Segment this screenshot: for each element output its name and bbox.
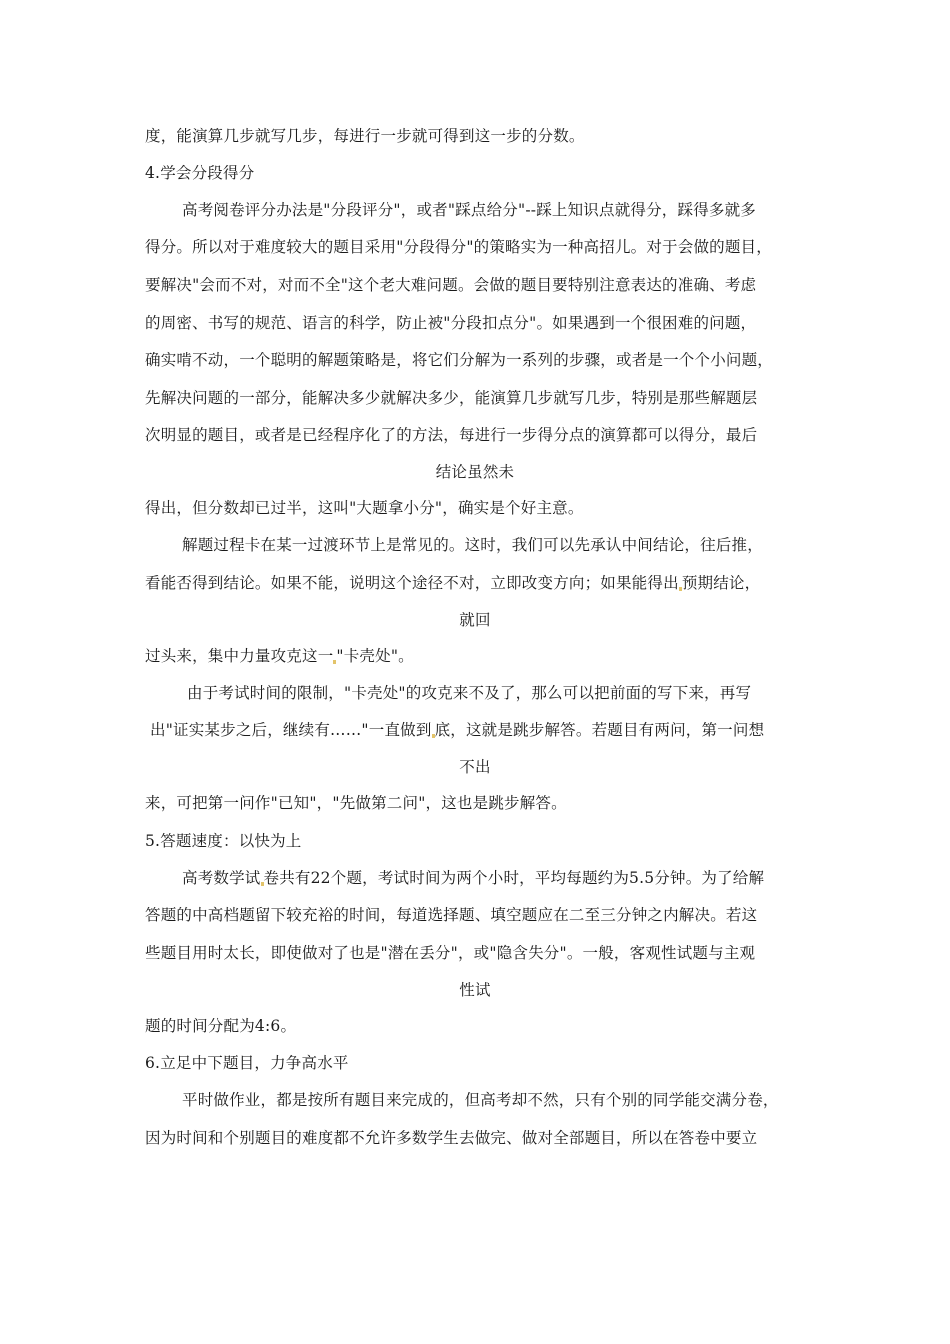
text-line: [145, 573, 760, 593]
text-line: [145, 646, 414, 666]
text-line-centered: 结论虽然未: [435, 463, 515, 481]
text-line: 得出，但分数却已过半，这叫"大题拿小分"，确实是个好主意。: [145, 499, 584, 517]
text-line-centered: 就回: [459, 611, 491, 629]
text-line: 题的时间分配为4:6。: [145, 1017, 297, 1035]
text-segment: 过头来，集中力量攻克这一: [145, 647, 334, 665]
text-segment: 底，这就是跳步解答。若题目有两问，第一问想: [434, 721, 765, 739]
section-heading: 4.学会分段得分: [145, 164, 255, 182]
text-line: 的周密、书写的规范、语言的科学，防止被"分段扣点分"。如果遇到一个很困难的问题，: [145, 314, 757, 332]
text-line: 来，可把第一问作"已知"，"先做第二问"，这也是跳步解答。: [145, 794, 567, 812]
text-segment: 卷共有22个题，考试时间为两个小时，平均每题约为5.5分钟。为了给解: [263, 869, 765, 887]
text-line: 先解决问题的一部分，能解决多少就解决多少，能演算几步就写几步，特别是那些解题层: [145, 389, 758, 407]
text-line: 因为时间和个别题目的难度都不允许多数学生去做完、做对全部题目，所以在答卷中要立: [145, 1129, 758, 1147]
text-line: 解题过程卡在某一过渡环节上是常见的。这时，我们可以先承认中间结论，往后推，: [182, 536, 763, 554]
text-line: [182, 868, 764, 888]
text-line: 平时做作业，都是按所有题目来完成的，但高考却不然，只有个别的同学能交满分卷，: [182, 1091, 779, 1109]
text-line: 些题目用时太长，即使做对了也是"潜在丢分"，或"隐含失分"。一般，客观性试题与主观: [145, 944, 756, 962]
text-line-centered: 不出: [459, 758, 491, 776]
text-segment: 预期结论，: [681, 574, 761, 592]
text-segment: 看能否得到结论。如果不能，说明这个途径不对，立即改变方向；如果能得出: [145, 574, 679, 592]
text-line: 确实啃不动，一个聪明的解题策略是，将它们分解为一系列的步骤，或者是一个个小问题，: [145, 351, 774, 369]
text-line: 次明显的题目，或者是已经程序化了的方法，每进行一步得分点的演算都可以得分，最后: [145, 426, 758, 444]
text-line: 得分。所以对于难度较大的题目采用"分段得分"的策略实为一种高招儿。对于会做的题目，: [145, 238, 772, 256]
text-segment: 出"证实某步之后，继续有……"一直做到: [150, 721, 432, 739]
text-line: 高考阅卷评分办法是"分段评分"，或者"踩点给分"--踩上知识点就得分，踩得多就多: [182, 201, 756, 219]
text-line: 度，能演算几步就写几步，每进行一步就可得到这一步的分数。: [145, 127, 585, 145]
text-segment: 高考数学试: [182, 869, 261, 887]
text-line: [150, 720, 764, 740]
section-heading: 6.立足中下题目，力争高水平: [145, 1054, 349, 1072]
text-segment: "卡壳处"。: [336, 647, 414, 665]
text-line: 要解决"会而不对，对而不全"这个老大难问题。会做的题目要特别注意表达的准确、考虑: [145, 276, 757, 294]
text-line: 由于考试时间的限制，"卡壳处"的攻克来不及了，那么可以把前面的写下来，再写: [187, 684, 752, 702]
section-heading: 5.答题速度：以快为上: [145, 832, 302, 850]
text-line-centered: 性试: [459, 981, 491, 999]
text-line: 答题的中高档题留下较充裕的时间，每道选择题、填空题应在二至三分钟之内解决。若这: [145, 906, 758, 924]
